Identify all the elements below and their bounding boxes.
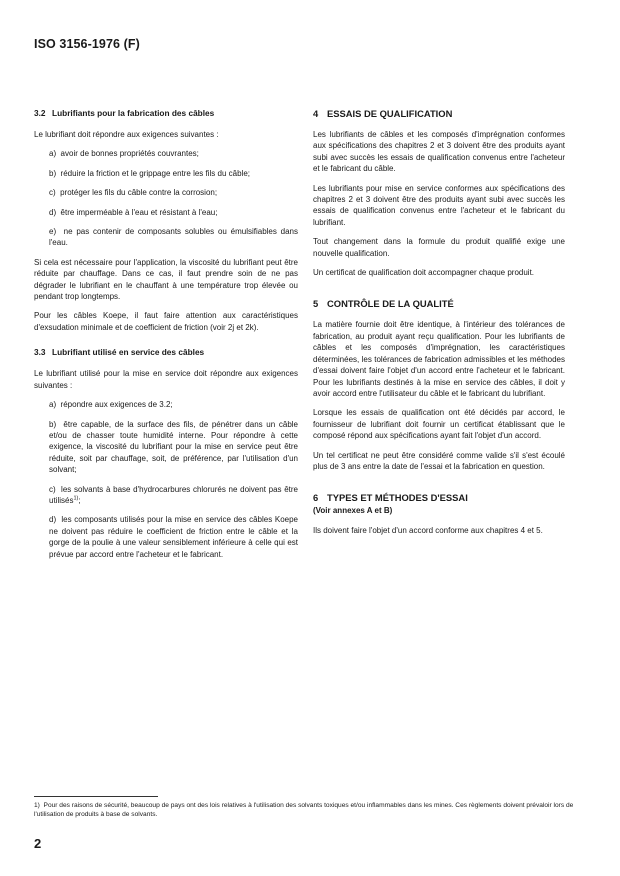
footnote — [34, 801, 594, 819]
section-number: 6 — [313, 492, 319, 504]
right-column — [313, 108, 565, 545]
paragraph: Lorsque les essais de qualification ont été décidés par accord, le fournisseur de lubrifiant doit fournir un certificat établissant que le composé répond aux spécifications ayant fait l'objet d'un accord. — [313, 408, 565, 441]
section-number: 3.2 — [34, 108, 46, 118]
section-6-subtitle: (Voir annexes A et B) — [313, 506, 393, 516]
paragraph: Un certificat de qualification doit accompagner chaque produit. — [313, 268, 535, 278]
paragraph: Pour les câbles Koepe, il faut faire attention aux caractéristiques d'exsudation minimale et de coefficient de friction (voir 2j et 2k). — [34, 311, 298, 332]
page-number: 2 — [34, 836, 42, 851]
paragraph: Un tel certificat ne peut être considéré comme valide s'il s'est écoulé plus de 3 ans entre la date de l'essai et la fabrication en question. — [313, 450, 565, 471]
section-4-heading — [313, 108, 565, 120]
section-3-3-heading — [34, 347, 298, 358]
section-title: ESSAIS DE QUALIFICATION — [327, 108, 453, 119]
section-number: 5 — [313, 298, 319, 310]
paragraph: Ils doivent faire l'objet d'un accord conforme aux chapitres 4 et 5. — [313, 526, 543, 536]
section-5-heading — [313, 298, 565, 310]
list-item: a) répondre aux exigences de 3.2; — [49, 400, 173, 410]
footnote-text: Pour des raisons de sécurité, beaucoup de pays ont des lois relatives à l'utilisation des solvants toxiques et/ou inflammables dans les mines. Ces règlements doivent prévaloir lors de l'utilisation de produits à base de solvants. — [34, 802, 574, 818]
footnote-marker: 1) — [34, 802, 40, 809]
paragraph: Les lubrifiants pour mise en service conformes aux spécifications des chapitres 2 et 3 doivent être des produits ayant subi avec succès les essais de qualification convenus entre l'acheteur et le fabricant du lubrifiant. — [313, 183, 565, 227]
list-item-end: ; — [78, 495, 81, 505]
section-title: Lubrifiant utilisé en service des câbles — [52, 347, 205, 358]
section-6-heading — [313, 492, 565, 504]
footnote-reference: 1) — [73, 495, 79, 502]
section-number: 3.3 — [34, 347, 46, 358]
list-item — [34, 484, 298, 507]
section-title: Lubrifiants pour la fabrication des câbles — [52, 108, 215, 118]
paragraph: Si cela est nécessaire pour l'application, la viscosité du lubrifiant peut être réduite par chauffage. Dans ce cas, il faut prendre soin de ne pas dégrader le lubrifiant en le chauffant à une température trop élevée ou pendant trop longtemps. — [34, 257, 298, 302]
paragraph: La matière fournie doit être identique, à l'intérieur des tolérances de fabrication, au produit ayant reçu qualification. Pour les lubrifiants de câbles et les composés d'imprégnation, les caractéristiques déterminées, les tolérances de fabrication admissibles et les méthodes d'essai doivent faire l'objet d'un accord entre l'acheteur et le fabricant. Pour les lubrifiants destinés à la mise en service des câbles, il doit y avoir accord entre l'utilisateur du câble et le fabricant du lubrifiant. — [313, 320, 565, 398]
list-item: e) ne pas contenir de composants solubles ou émulsifiables dans l'eau. — [49, 227, 298, 248]
section-number: 4 — [313, 108, 319, 119]
section-3-2-intro: Le lubrifiant doit répondre aux exigences suivantes : — [34, 130, 219, 139]
list-item: d) les composants utilisés pour la mise en service des câbles Koepe ne doivent pas réduire le coefficient de friction entre le câble et la gorge de la poulie à une valeur sensiblement inférieure à celle qui est prévue par accord entre l'acheteur et le fabricant. — [49, 515, 298, 559]
list-item: b) réduire la friction et le grippage entre les fils du câble; — [49, 168, 250, 178]
document-header: ISO 3156-1976 (F) — [34, 37, 140, 51]
list-item: c) protéger les fils du câble contre la corrosion; — [49, 188, 218, 198]
list-item: d) être imperméable à l'eau et résistant à l'eau; — [49, 207, 218, 217]
list-item: b) être capable, de la surface des fils, de pénétrer dans un câble et/ou de chasser toute humidité interne. Pour répondre à cette exigence, la viscosité du lubrifiant pour la mise en service peut être réduite, soit par chauffage, soit, de préférence, par l'utilisation d'un solvant; — [49, 419, 298, 475]
paragraph: Les lubrifiants de câbles et les composés d'imprégnation conformes aux spécifications des chapitres 2 et 3 doivent être des produits ayant subi avec succès les essais de qualification convenus entre l'acheteur et le fabricant du câble. — [313, 130, 565, 174]
left-column — [34, 108, 298, 568]
paragraph: Tout changement dans la formule du produit qualifié exige une nouvelle qualification. — [313, 237, 565, 258]
section-3-3-intro: Le lubrifiant utilisé pour la mise en service doit répondre aux exigences suivantes : — [34, 369, 298, 390]
section-title: CONTRÔLE DE LA QUALITÉ — [327, 298, 454, 310]
section-3-2-heading — [34, 108, 298, 119]
list-item-text: c) les solvants à base d'hydrocarbures chlorurés ne doivent pas être utilisés — [49, 484, 298, 505]
list-item: a) avoir de bonnes propriétés couvrantes; — [49, 149, 199, 159]
footnote-divider — [34, 796, 158, 797]
section-title: TYPES ET MÉTHODES D'ESSAI — [327, 492, 468, 504]
